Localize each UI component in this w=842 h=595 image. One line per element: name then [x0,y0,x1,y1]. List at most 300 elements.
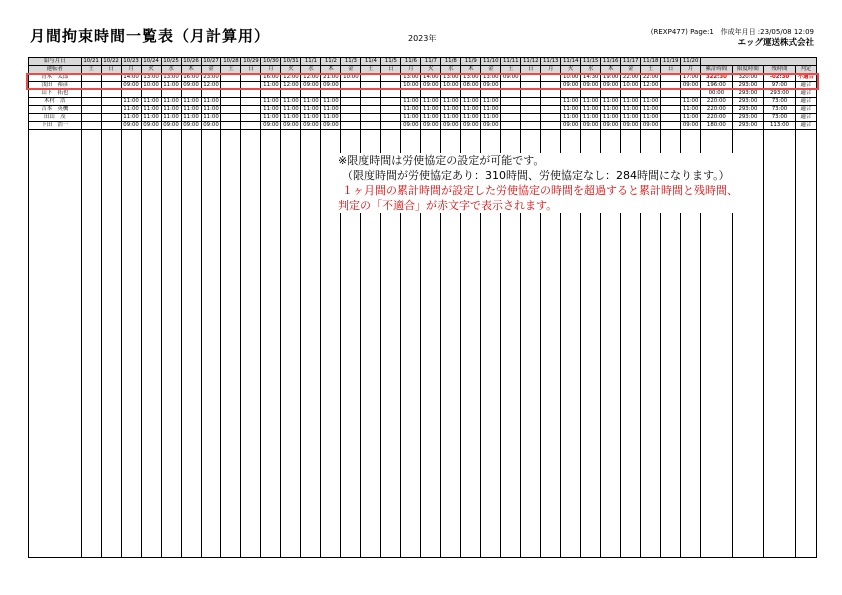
judgement-cell: 適合 [795,106,816,114]
total-time-cell: 180:00 [701,122,733,130]
daily-time-cell: 11:00 [621,106,641,114]
daily-time-cell: 14:00 [421,74,441,82]
daily-time-cell [161,90,181,98]
daily-time-cell [221,98,241,106]
weekday-header: 土 [501,66,521,74]
daily-time-cell [521,122,541,130]
weekday-header: 日 [521,66,541,74]
date-header: 11/16 [601,58,621,66]
daily-time-cell: 11:00 [261,98,281,106]
date-header: 11/9 [461,58,481,66]
daily-time-cell: 11:00 [421,106,441,114]
daily-time-cell: 09:00 [641,122,661,130]
driver-row [29,90,817,98]
daily-time-cell [81,114,101,122]
daily-time-cell [441,90,461,98]
driver-name: 山下 拓也 [29,90,82,98]
daily-time-cell [381,90,401,98]
weekday-header: 金 [341,66,361,74]
daily-time-cell: 09:00 [181,122,201,130]
daily-time-cell [221,106,241,114]
daily-time-cell: 11:00 [561,114,581,122]
judgement-cell: 適合 [795,90,816,98]
daily-time-cell: 11:00 [181,114,201,122]
date-header: 11/6 [401,58,421,66]
daily-time-cell: 11:00 [401,114,421,122]
note-line-3: １ヶ月間の累計時間が設定した労使協定の時間を超過すると累計時間と残時間、 [342,184,738,197]
daily-time-cell: 09:00 [121,122,141,130]
daily-time-cell: 09:00 [141,122,161,130]
date-header: 10/21 [81,58,101,66]
daily-time-cell [521,90,541,98]
remaining-time-cell: 73:00 [764,114,796,122]
empty-cell [201,130,221,558]
daily-time-cell: 11:00 [201,114,221,122]
date-header: 11/5 [381,58,401,66]
driver-name: 青木 太郎 [29,74,82,82]
judgement-cell: 適合 [795,82,816,90]
date-header: 11/19 [661,58,681,66]
weekday-header: 火 [281,66,301,74]
daily-time-cell: 11:00 [281,98,301,106]
daily-time-cell: 11:00 [441,106,461,114]
daily-time-cell [381,98,401,106]
daily-time-cell: 22:00 [621,74,641,82]
judgement-cell: 不適合 [795,74,816,82]
daily-time-cell [681,90,701,98]
weekday-header: 水 [441,66,461,74]
date-header: 11/14 [561,58,581,66]
weekday-header: 土 [81,66,101,74]
daily-time-cell [421,90,441,98]
daily-time-cell: 11:00 [601,98,621,106]
empty-cell [181,130,201,558]
daily-time-cell: 12:00 [301,74,321,82]
daily-time-cell: 11:00 [161,82,181,90]
daily-time-cell: 09:00 [441,122,461,130]
daily-time-cell: 19:00 [601,74,621,82]
daily-time-cell [561,90,581,98]
corner-bottom-label: 運転者 [29,66,82,74]
weekday-header: 水 [581,66,601,74]
daily-time-cell: 10:00 [141,82,161,90]
daily-time-cell: 09:00 [301,82,321,90]
daily-time-cell [221,90,241,98]
daily-time-cell [381,114,401,122]
daily-time-cell [381,122,401,130]
weekday-header: 金 [481,66,501,74]
daily-time-cell: 09:00 [121,82,141,90]
date-header: 11/13 [541,58,561,66]
daily-time-cell [101,90,121,98]
date-header: 11/10 [481,58,501,66]
daily-time-cell: 11:00 [561,98,581,106]
daily-time-cell: 11:00 [641,106,661,114]
daily-time-cell [241,122,261,130]
daily-time-cell [241,90,261,98]
daily-time-cell [241,98,261,106]
date-header: 11/4 [361,58,381,66]
daily-time-cell: 11:00 [141,106,161,114]
daily-time-cell: 09:00 [421,82,441,90]
daily-time-cell [261,90,281,98]
daily-time-cell [341,106,361,114]
daily-time-cell: 11:00 [461,106,481,114]
daily-time-cell: 09:00 [401,122,421,130]
date-header: 11/11 [501,58,521,66]
daily-time-cell [521,114,541,122]
weekday-header: 日 [661,66,681,74]
limit-time-cell: 293:00 [732,106,764,114]
daily-time-cell: 11:00 [181,98,201,106]
daily-time-cell: 09:00 [601,122,621,130]
daily-time-cell [401,90,421,98]
date-header: 11/3 [341,58,361,66]
daily-time-cell [541,90,561,98]
daily-time-cell: 11:00 [481,98,501,106]
empty-cell [161,130,181,558]
driver-name: 浅田 裕彦 [29,82,82,90]
empty-cell [241,130,261,558]
weekday-header: 土 [221,66,241,74]
date-header: 11/15 [581,58,601,66]
daily-time-cell [581,90,601,98]
total-time-cell: 220:00 [701,98,733,106]
daily-time-cell [361,106,381,114]
weekday-header: 火 [421,66,441,74]
weekday-header: 木 [601,66,621,74]
daily-time-cell: 16:00 [181,74,201,82]
daily-time-cell [521,106,541,114]
daily-time-cell: 13:00 [141,74,161,82]
limit-time-cell: 293:00 [732,82,764,90]
daily-time-cell: 13:00 [481,74,501,82]
empty-cell [221,130,241,558]
daily-time-cell [661,106,681,114]
date-header: 11/20 [681,58,701,66]
limit-time-cell: 320:00 [732,74,764,82]
daily-time-cell [101,98,121,106]
daily-time-cell: 12:00 [281,74,301,82]
daily-time-cell: 09:00 [321,122,341,130]
weekday-header: 水 [301,66,321,74]
daily-time-cell [101,122,121,130]
judgement-cell: 適合 [795,114,816,122]
daily-time-cell: 16:00 [261,74,281,82]
daily-time-cell: 11:00 [561,106,581,114]
note-line-2: （限度時間が労使協定あり：310時間、労使協定なし：284時間になります。） [342,169,730,182]
daily-time-cell: 11:00 [461,98,481,106]
date-header: 11/17 [621,58,641,66]
daily-time-cell: 09:00 [501,74,521,82]
daily-time-cell [81,122,101,130]
daily-time-cell: 09:00 [561,122,581,130]
driver-name: 吉本 英機 [29,106,82,114]
daily-time-cell: 11:00 [601,114,621,122]
weekday-header: 土 [641,66,661,74]
weekday-header: 月 [261,66,281,74]
daily-time-cell: 09:00 [261,122,281,130]
daily-time-cell: 11:00 [461,114,481,122]
empty-cell [101,130,121,558]
daily-time-cell [661,90,681,98]
driver-name: 木村 浩 [29,98,82,106]
total-time-cell: 322:30 [701,74,733,82]
daily-time-cell: 22:00 [641,74,661,82]
daily-time-cell: 11:00 [641,98,661,106]
driver-row [29,98,817,106]
daily-time-cell: 11:00 [261,106,281,114]
daily-time-cell: 11:00 [181,106,201,114]
daily-time-cell: 11:00 [201,98,221,106]
weekday-header: 木 [181,66,201,74]
date-header: 11/1 [301,58,321,66]
date-header: 10/24 [141,58,161,66]
daily-time-cell: 09:00 [481,122,501,130]
daily-time-cell: 14:30 [581,74,601,82]
daily-time-cell [81,98,101,106]
daily-time-cell: 13:00 [441,74,461,82]
weekday-header: 金 [621,66,641,74]
daily-time-cell [241,114,261,122]
explanation-note [338,153,738,213]
daily-time-cell [341,90,361,98]
note-line-1: ※限度時間は労使協定の設定が可能です。 [338,154,545,167]
weekday-header: 火 [141,66,161,74]
daily-time-cell [501,106,521,114]
date-header: 11/2 [321,58,341,66]
date-header: 11/7 [421,58,441,66]
limit-time-cell: 293:00 [732,114,764,122]
daily-time-cell: 11:00 [141,114,161,122]
summary-header: 累計時間 [701,66,733,74]
daily-time-cell: 11:00 [161,114,181,122]
date-header: 10/25 [161,58,181,66]
date-header: 10/31 [281,58,301,66]
daily-time-cell: 11:00 [121,114,141,122]
daily-time-cell: 14:00 [121,74,141,82]
daily-time-cell [361,90,381,98]
remaining-time-cell: 73:00 [764,106,796,114]
daily-time-cell: 09:00 [181,82,201,90]
report-id: (REXP477) Page:1 [650,28,714,36]
daily-time-cell: 17:00 [681,74,701,82]
daily-time-cell: 09:00 [601,82,621,90]
daily-time-cell [541,122,561,130]
daily-time-cell: 11:00 [481,106,501,114]
daily-time-cell: 11:00 [321,98,341,106]
weekday-header: 水 [161,66,181,74]
created-date: 作成年月日 :23/05/08 12:09 [720,28,814,36]
daily-time-cell: 09:00 [561,82,581,90]
daily-time-cell: 11:00 [141,98,161,106]
empty-cell [281,130,301,558]
daily-time-cell: 09:00 [161,122,181,130]
date-header: 10/27 [201,58,221,66]
daily-time-cell: 09:00 [681,122,701,130]
daily-time-cell: 11:00 [421,98,441,106]
restraint-time-table [28,57,817,558]
daily-time-cell: 11:00 [401,106,421,114]
daily-time-cell: 10:00 [561,74,581,82]
report-title: 月間拘束時間一覧表（月計算用） [30,27,271,45]
daily-time-cell: 11:00 [261,82,281,90]
daily-time-cell [221,122,241,130]
daily-time-cell [361,98,381,106]
empty-cell [141,130,161,558]
report-year: 2023年 [408,34,437,43]
total-time-cell: 220:00 [701,114,733,122]
daily-time-cell: 09:00 [281,122,301,130]
daily-time-cell: 11:00 [621,98,641,106]
daily-time-cell [101,114,121,122]
empty-cell [764,130,796,558]
corner-top-label: 給与月日 [29,58,82,66]
empty-cell [81,130,101,558]
driver-name: 下田 浩一 [29,122,82,130]
empty-cell [261,130,281,558]
date-header: 11/18 [641,58,661,66]
daily-time-cell [501,90,521,98]
summary-header-blank [701,58,817,66]
daily-time-cell: 11:00 [581,106,601,114]
daily-time-cell: 09:00 [581,122,601,130]
daily-time-cell [301,90,321,98]
daily-time-cell: 11:00 [681,106,701,114]
empty-cell [121,130,141,558]
daily-time-cell [341,122,361,130]
daily-time-cell [361,122,381,130]
daily-time-cell [541,98,561,106]
daily-time-cell: 11:00 [601,106,621,114]
company-name: エッグ運送株式会社 [737,38,814,48]
weekday-header: 日 [241,66,261,74]
remaining-time-cell: 73:00 [764,98,796,106]
daily-time-cell: 11:00 [161,98,181,106]
daily-time-cell [461,90,481,98]
daily-time-cell: 09:00 [581,82,601,90]
total-time-cell: 00:00 [701,90,733,98]
daily-time-cell: 10:00 [621,82,641,90]
daily-time-cell [541,114,561,122]
date-header: 11/8 [441,58,461,66]
driver-row [29,114,817,122]
daily-time-cell [521,98,541,106]
daily-time-cell: 13:00 [461,74,481,82]
daily-time-cell: 11:00 [421,114,441,122]
daily-time-cell: 11:00 [121,98,141,106]
alert-row-highlight [26,73,819,90]
driver-row [29,106,817,114]
note-line-4: 判定の「不適合」が赤文字で表示されます。 [338,199,558,212]
daily-time-cell: 12:00 [201,82,221,90]
date-header: 10/22 [101,58,121,66]
daily-time-cell: 11:00 [281,114,301,122]
daily-time-cell [661,98,681,106]
daily-time-cell: 12:00 [641,82,661,90]
total-time-cell: 196:00 [701,82,733,90]
empty-cell [29,130,82,558]
daily-time-cell: 11:00 [301,98,321,106]
daily-time-cell [341,98,361,106]
daily-time-cell: 21:00 [321,74,341,82]
daily-time-cell [181,90,201,98]
limit-time-cell: 293:00 [732,122,764,130]
daily-time-cell [661,114,681,122]
report-meta [651,27,814,49]
summary-header: 判定 [795,66,816,74]
driver-row [29,122,817,130]
daily-time-cell: 09:00 [201,122,221,130]
daily-time-cell: 13:00 [401,74,421,82]
daily-time-cell: 09:00 [681,82,701,90]
daily-time-cell [621,90,641,98]
daily-time-cell: 11:00 [201,106,221,114]
daily-time-cell [141,90,161,98]
daily-time-cell: 11:00 [621,114,641,122]
daily-time-cell: 13:00 [161,74,181,82]
daily-time-cell: 10:00 [401,82,421,90]
daily-time-cell: 11:00 [641,114,661,122]
daily-time-cell: 09:00 [461,122,481,130]
daily-time-cell [501,98,521,106]
remaining-time-cell: 113:00 [764,122,796,130]
daily-time-cell: 09:00 [421,122,441,130]
daily-time-cell: 23:00 [201,74,221,82]
driver-name: 田山 茂 [29,114,82,122]
weekday-header: 日 [381,66,401,74]
daily-time-cell [81,106,101,114]
weekday-header: 火 [561,66,581,74]
date-header: 10/29 [241,58,261,66]
daily-time-cell: 09:00 [481,82,501,90]
daily-time-cell: 11:00 [681,114,701,122]
daily-time-cell: 11:00 [301,114,321,122]
daily-time-cell: 09:00 [301,122,321,130]
daily-time-cell: 11:00 [681,98,701,106]
date-header: 10/26 [181,58,201,66]
daily-time-cell [361,114,381,122]
remaining-time-cell: 97:00 [764,82,796,90]
weekday-header: 金 [201,66,221,74]
daily-time-cell: 08:00 [461,82,481,90]
daily-time-cell [121,90,141,98]
judgement-cell: 適合 [795,98,816,106]
weekday-header: 木 [321,66,341,74]
daily-time-cell: 09:00 [621,122,641,130]
daily-time-cell: 11:00 [301,106,321,114]
total-time-cell: 220:00 [701,106,733,114]
weekday-header: 月 [681,66,701,74]
daily-time-cell: 11:00 [321,106,341,114]
weekday-header: 月 [541,66,561,74]
date-header: 11/12 [521,58,541,66]
date-header: 10/30 [261,58,281,66]
daily-time-cell: 11:00 [281,106,301,114]
daily-time-cell: 11:00 [321,114,341,122]
daily-time-cell: 11:00 [441,98,461,106]
empty-cell [301,130,321,558]
daily-time-cell [221,114,241,122]
date-header: 10/23 [121,58,141,66]
daily-time-cell: 11:00 [581,114,601,122]
daily-time-cell: 10:00 [441,82,461,90]
daily-time-cell: 11:00 [441,114,461,122]
daily-time-cell [381,106,401,114]
weekday-header: 月 [121,66,141,74]
limit-time-cell: 293:00 [732,98,764,106]
daily-time-cell [601,90,621,98]
